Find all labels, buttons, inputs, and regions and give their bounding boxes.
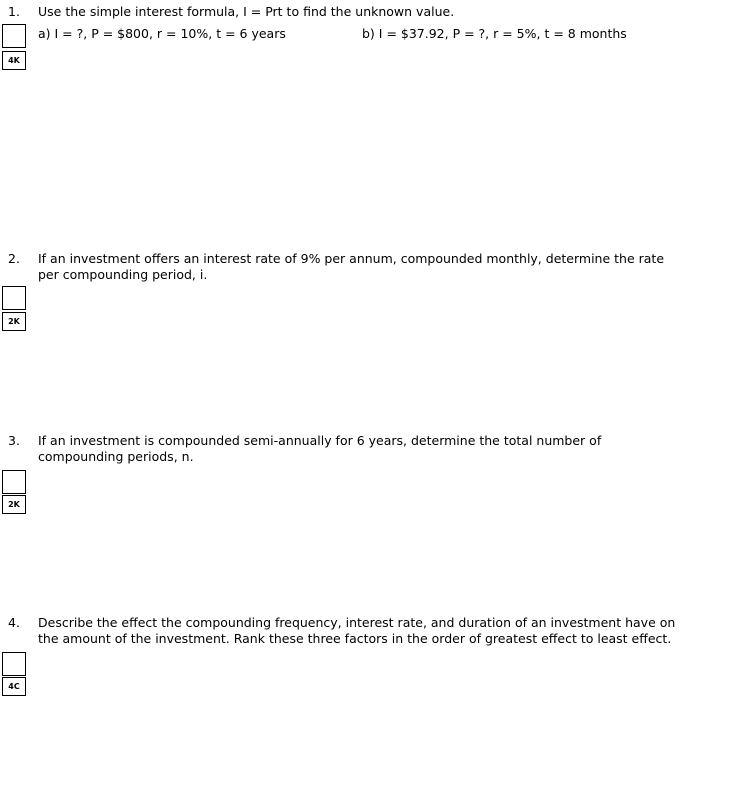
mark-badge: 2K <box>2 495 26 514</box>
question-number: 4. <box>8 615 20 630</box>
question-part-b: b) I = $37.92, P = ?, r = 5%, t = 8 months <box>362 26 627 41</box>
question-number: 2. <box>8 251 20 266</box>
question-text: Use the simple interest formula, I = Prt to find the unknown value. <box>38 4 455 19</box>
answer-box[interactable] <box>2 652 26 676</box>
question-text: If an investment is compounded semi-annually for 6 years, determine the total number of compounding periods, n. <box>38 433 602 464</box>
question-part-a: a) I = ?, P = $800, r = 10%, t = 6 years <box>38 26 286 41</box>
answer-box[interactable] <box>2 286 26 310</box>
question-number: 1. <box>8 4 20 19</box>
answer-box[interactable] <box>2 24 26 48</box>
question-text: If an investment offers an interest rate of 9% per annum, compounded monthly, determine the rate per compounding period, i. <box>38 251 665 282</box>
mark-badge: 4K <box>2 51 26 70</box>
mark-badge: 4C <box>2 677 26 696</box>
question-number: 3. <box>8 433 20 448</box>
question-text: Describe the effect the compounding frequency, interest rate, and duration of an investment have on the amount of the investment. Rank these three factors in the order of greatest effect to least effect. <box>38 615 676 646</box>
mark-badge: 2K <box>2 312 26 331</box>
answer-box[interactable] <box>2 470 26 494</box>
